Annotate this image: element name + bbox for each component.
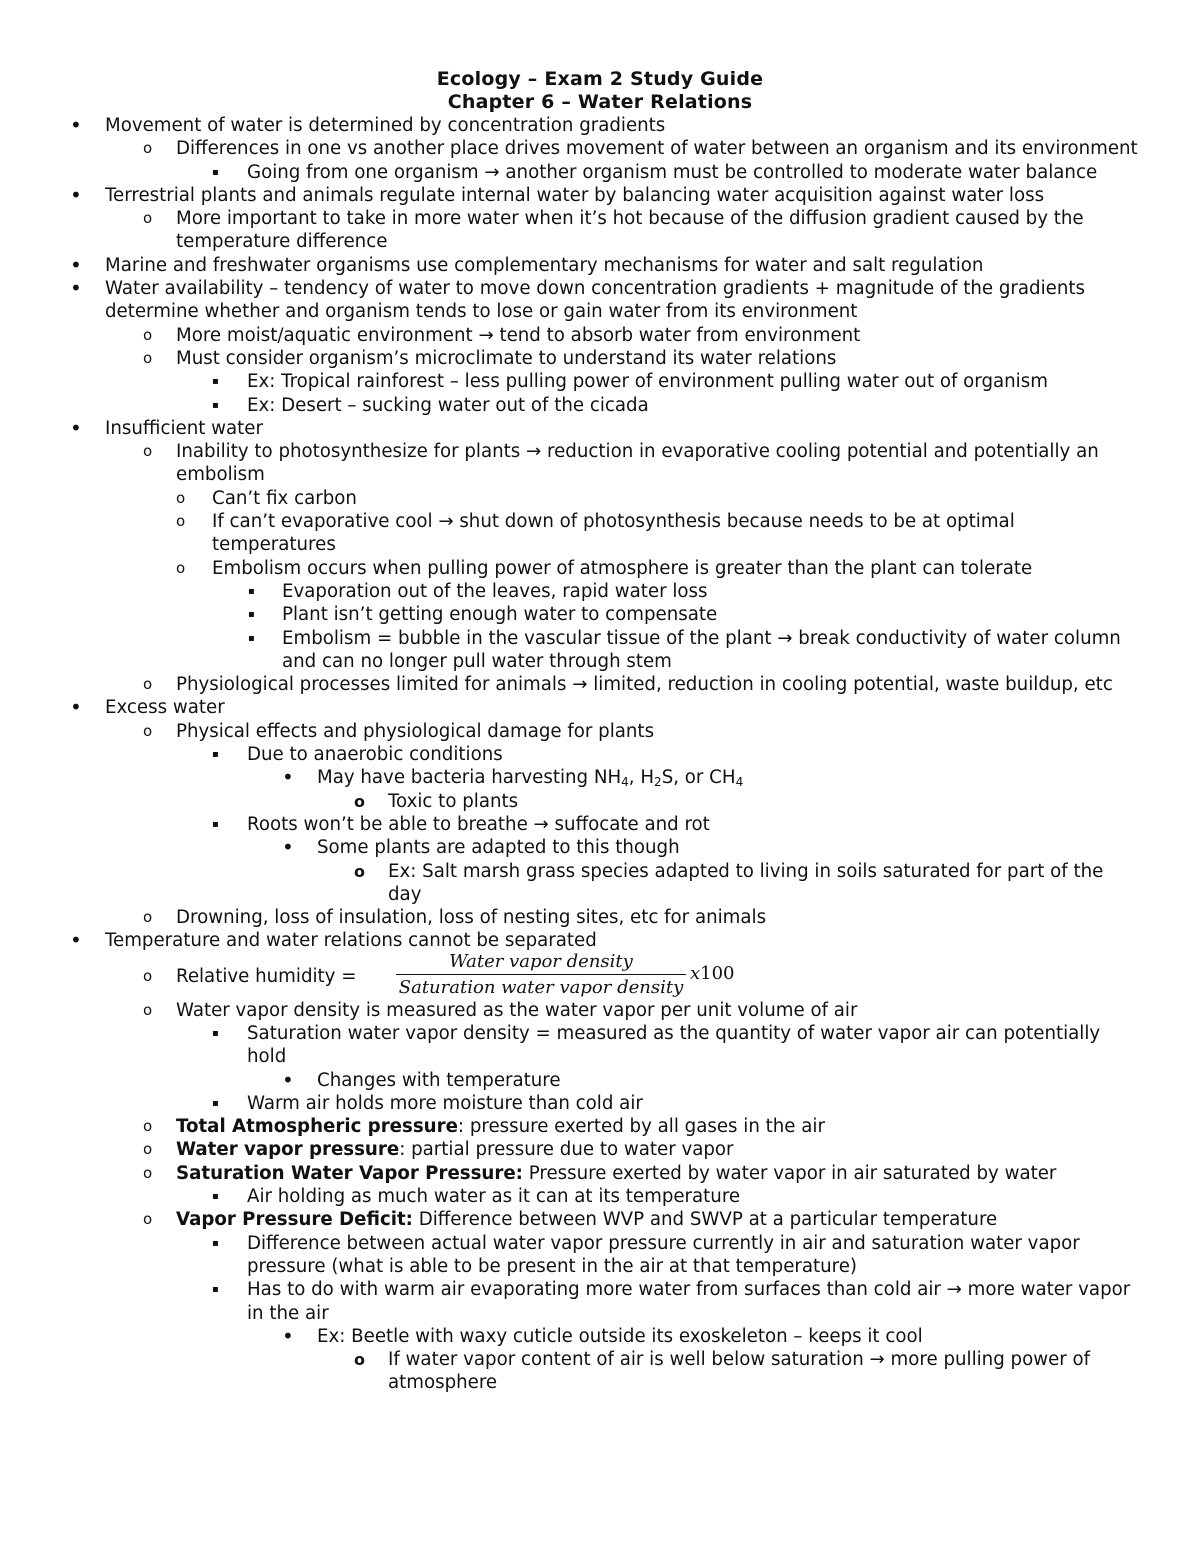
bullet-item: • Temperature and water relations cannot be separated [70,928,597,953]
bullet-item: ▪ Difference between actual water vapor pressure currently in air and saturation water vapor pressure (what is able to be present in the air at that temperature) [212,1232,1080,1277]
bullet-item: ▪ Due to anaerobic conditions [212,744,503,766]
bullet-square-icon: ▪ [212,376,219,388]
bullet-dot-icon: • [70,695,82,720]
bullet-item: o Physiological processes limited for animals → limited, reduction in cooling potential, waste buildup, etc [143,674,1113,696]
definition-item: o Saturation Water Vapor Pressure: Pressure exerted by water vapor in air saturated by water [143,1162,1057,1184]
bullet-dot-icon: • [282,765,294,790]
bullet-ring-icon: o [176,512,186,531]
bullet-item: o Drowning, loss of insulation, loss of nesting sites, etc for animals [143,907,767,929]
bullet-ring-icon: o [354,1350,365,1370]
bullet-item: ▪ Plant isn’t getting enough water to compensate [248,604,718,626]
bullet-item: • May have bacteria harvesting $NH_4$, $H_2S$, or $CH_4$ [282,765,744,790]
bullet-item: o Can’t fix carbon [176,487,357,509]
bullet-square-icon: ▪ [212,166,219,178]
document-page [0,68,1200,1395]
bullet-ring-icon: o [143,675,153,694]
bullet-item: ▪ Ex: Tropical rainforest – less pulling power of environment pulling water out of organism [212,371,1048,393]
bullet-item: ▪ Air holding as much water as it can at its temperature [212,1186,741,1208]
bullet-item: o More important to take in more water when it’s hot because of the diffusion gradient caused by the temperature difference [143,208,1084,253]
bullet-item: o Physical effects and physiological damage for plants [143,720,655,742]
bullet-item: • Ex: Beetle with waxy cuticle outside its exoskeleton – keeps it cool [282,1323,923,1348]
bullet-square-icon: ▪ [212,818,219,830]
chapter-heading: Chapter 6 – Water Relations [447,91,753,113]
bullet-ring-icon: o [354,861,365,881]
bullet-item: ▪ Roots won’t be able to breathe → suffocate and rot [212,813,710,835]
bullet-item: o If can’t evaporative cool → shut down of photosynthesis because needs to be at optimal temperatures [176,511,1015,556]
bullet-item: ▪ Warm air holds more moisture than cold air [212,1092,643,1114]
bullet-ring-icon: o [143,139,153,158]
bullet-item: • Changes with temperature [282,1067,561,1092]
bullet-square-icon: ▪ [248,632,255,644]
bullet-square-icon: ▪ [248,585,255,597]
bullet-item: ▪ Evaporation out of the leaves, rapid water loss [248,580,708,602]
bullet-ring-icon: o [143,908,153,927]
bullet-item: ▪ Going from one organism → another organism must be controlled to moderate water balance [212,161,1098,183]
bullet-item: • Some plants are adapted to this though [282,835,680,860]
bullet-square-icon: ▪ [212,1027,219,1039]
bullet-item: • Insufficient water [70,415,263,440]
definition-term: Water vapor pressure [176,1139,400,1161]
bullet-ring-icon: o [354,791,365,811]
bullet-square-icon: ▪ [212,1237,219,1249]
definition-term: Total Atmospheric pressure [176,1116,458,1138]
formula-multiplier: x100 [690,962,735,984]
bullet-item: • Movement of water is determined by concentration gradients [70,113,666,137]
bullet-ring-icon: o [143,442,153,461]
bullet-square-icon: ▪ [212,749,219,761]
bullet-square-icon: ▪ [212,1191,219,1203]
bullet-item: o Must consider organism’s microclimate to understand its water relations [143,347,837,369]
formula-fraction [396,951,686,1000]
bullet-ring-icon: o [143,1210,153,1229]
formula-denominator: Saturation water vapor density [398,977,684,999]
bullet-item: o Water vapor density is measured as the water vapor per unit volume of air [143,999,858,1021]
bullet-ring-icon: o [176,558,186,577]
bullet-dot-icon: • [70,252,82,277]
bullet-item: ▪ Embolism = bubble in the vascular tissue of the plant → break conductivity of water column and can no longer pull water through stem [248,627,1121,672]
bullet-square-icon: ▪ [212,1284,219,1296]
bullet-dot-icon: • [70,113,82,137]
bullet-item: o Toxic to plants [354,790,519,812]
bullet-ring-icon: o [143,721,153,740]
formula-numerator: Water vapor density [449,950,633,972]
bullet-item: o Differences in one vs another place drives movement of water between an organism and its environment [143,138,1138,160]
bullet-item: ▪ Has to do with warm air evaporating more water from surfaces than cold air → more water vapor in the air [212,1279,1131,1324]
bullet-ring-icon: o [143,348,153,367]
bullet-square-icon: ▪ [248,609,255,621]
bullet-ring-icon: o [143,209,153,228]
bullet-item: o Ex: Salt marsh grass species adapted to living in soils saturated for part of the day [354,860,1104,905]
bullet-item: o Embolism occurs when pulling power of atmosphere is greater than the plant can tolerate [176,557,1033,579]
document-title: Ecology – Exam 2 Study Guide [436,68,764,90]
bullet-ring-icon: o [143,1163,153,1182]
bullet-dot-icon: • [282,1067,294,1092]
bullet-dot-icon: • [70,415,82,440]
definition-item: o Vapor Pressure Deficit: Difference between WVP and SWVP at a particular temperature [143,1209,998,1231]
bullet-square-icon: ▪ [212,399,219,411]
bullet-item: o More moist/aquatic environment → tend to absorb water from environment [143,324,861,346]
definition-term: Vapor Pressure Deficit: [176,1209,413,1231]
relative-humidity-formula [0,950,1200,999]
fraction-bar [396,974,686,976]
bullet-item: ▪ Ex: Desert – sucking water out of the cicada [212,394,649,416]
bullet-item: • Terrestrial plants and animals regulate internal water by balancing water acquisition against water loss [70,182,1045,207]
bullet-item: • Marine and freshwater organisms use complementary mechanisms for water and salt regulation [70,252,984,277]
definition-item: o Total Atmospheric pressure: pressure exerted by all gases in the air [143,1116,825,1138]
bullet-item: • Water availability – tendency of water to move down concentration gradients + magnitude of the gradients determine whether and organism tends to lose or gain water from its environment [70,276,1085,323]
formula-label: Relative humidity = [176,965,357,987]
definition-item: o Water vapor pressure: partial pressure due to water vapor [143,1139,734,1161]
bullet-square-icon: ▪ [212,1097,219,1109]
bullet-item: o If water vapor content of air is well below saturation → more pulling power of atmosphere [354,1349,1091,1394]
bullet-dot-icon: • [70,928,82,953]
bullet-ring-icon: o [143,1140,153,1159]
bullet-item: o Inability to photosynthesize for plants → reduction in evaporative cooling potential and potentially an embolism [143,441,1099,486]
bullet-item: • Excess water [70,695,225,720]
bullet-ring-icon: o [143,1117,153,1136]
bullet-ring-icon: o [176,488,186,507]
bullet-dot-icon: • [282,835,294,860]
bullet-dot-icon: • [282,1323,294,1348]
bullet-ring-icon: o [143,325,153,344]
bullet-item: ▪ Saturation water vapor density = measured as the quantity of water vapor air can potentially hold [212,1022,1101,1068]
bullet-dot-icon: • [70,276,82,301]
definition-term: Saturation Water Vapor Pressure: [176,1162,523,1184]
bullet-dot-icon: • [70,182,82,207]
bullet-ring-icon: o [143,966,153,985]
bullet-ring-icon: o [143,1000,153,1019]
